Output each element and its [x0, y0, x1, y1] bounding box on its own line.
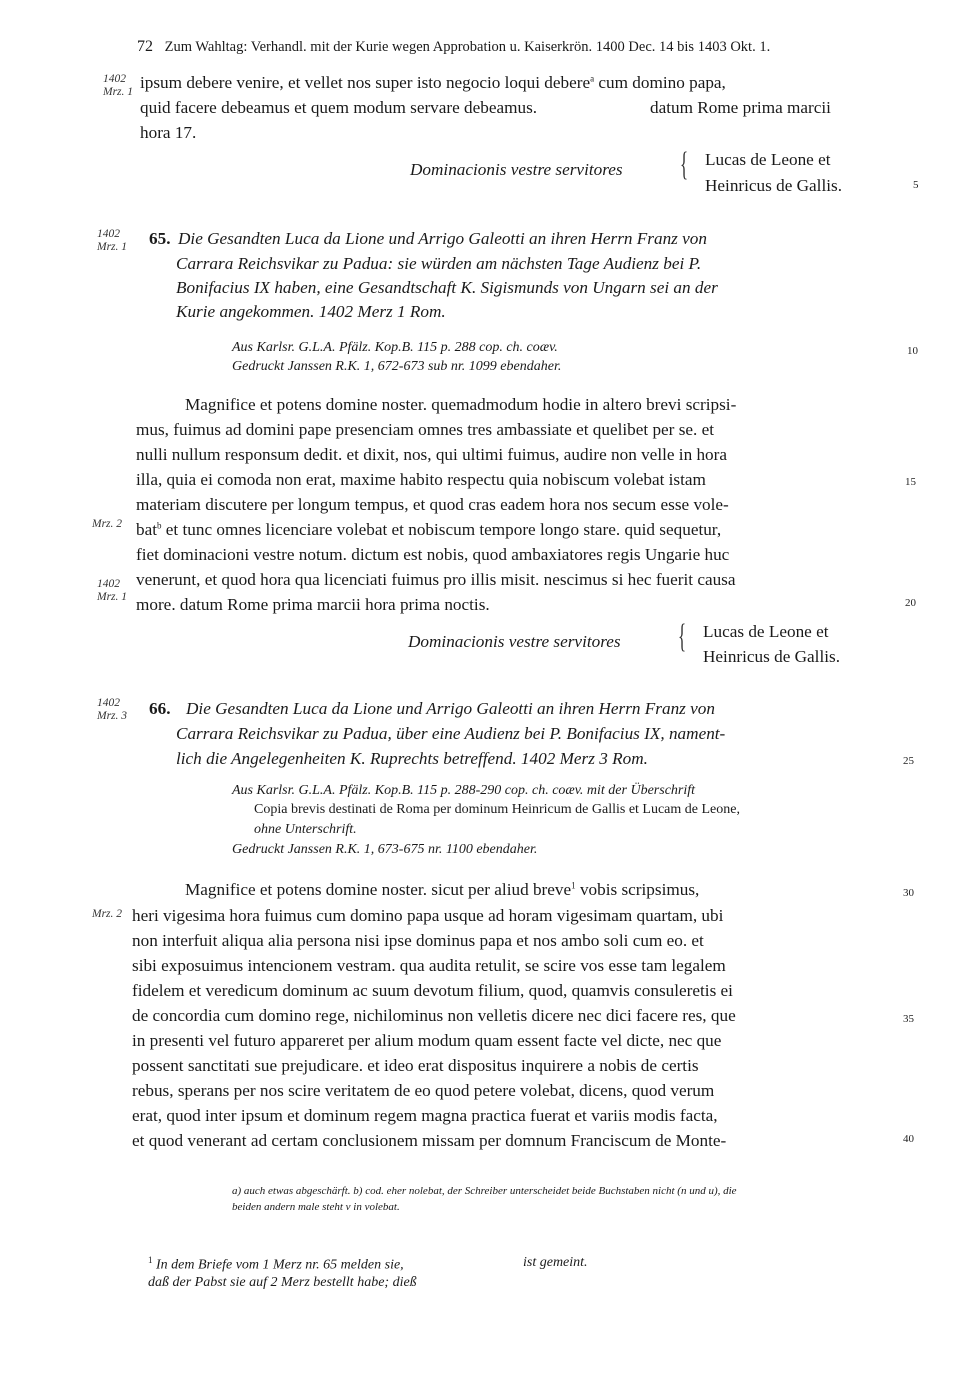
note-mark: a — [590, 73, 595, 84]
margin-year: 1402 — [97, 578, 120, 590]
apparatus-line: beiden andern male steht v in volebat. — [232, 1201, 400, 1213]
line-number: 30 — [903, 887, 914, 899]
line-number: 40 — [903, 1133, 914, 1145]
line-number: 20 — [905, 597, 916, 609]
body-line: materiam discutere per longum tempus, et quod cras eadem hora nos secum esse vole- — [136, 495, 729, 514]
line-number: 25 — [903, 755, 914, 767]
line-number: 5 — [913, 179, 919, 191]
margin-date-6 — [92, 908, 122, 921]
margin-year: 1402 — [103, 73, 126, 85]
dating-line: datum Rome prima marcii — [650, 98, 831, 117]
body-line: non interfuit aliqua alia persona nisi ipse dominus papa et nos ambo soli cum eo. et — [132, 931, 704, 950]
sender-name: Lucas de Leone et — [705, 150, 831, 169]
body-line: quid facere debeamus et quem modum servare debeamus. — [140, 98, 538, 117]
line-number: 10 — [907, 345, 918, 357]
body-line — [136, 520, 721, 540]
margin-day: Mrz. 3 — [97, 710, 128, 722]
body-line: de concordia cum domino rege, nichilominus non velletis dicere nec dici facere res, que — [132, 1006, 736, 1025]
margin-date-4 — [97, 578, 127, 604]
brace: { — [678, 618, 687, 655]
margin-day: Mrz. 2 — [92, 518, 123, 530]
margin-day: Mrz. 1 — [97, 241, 128, 253]
footnote-line: ist gemeint. — [523, 1255, 588, 1270]
summary-line: Carrara Reichsvikar zu Padua: sie würden am nächsten Tage Audienz bei P. — [176, 254, 702, 273]
line-number: 15 — [905, 476, 916, 488]
body-line: more. datum Rome prima marcii hora prima noctis. — [136, 595, 490, 614]
closing-label: Dominacionis vestre servitores — [408, 632, 621, 651]
margin-date-5 — [97, 697, 127, 723]
body-text: ipsum debere venire, et vellet nos super isto negocio loqui debere — [140, 73, 591, 92]
note-mark: b — [157, 520, 162, 531]
sender-name: Heinricus de Gallis. — [705, 176, 842, 195]
body-line: fidelem et veredicum dominum ac suum devotum filium, quod, quamvis consuleretis ei — [132, 981, 733, 1000]
body-line: heri vigesima hora fuimus cum domino papa usque ad horam vigesimam quartam, ubi — [132, 906, 724, 925]
margin-year: 1402 — [97, 697, 120, 709]
body-text: Magnifice et potens domine noster. sicut per aliud breve — [185, 880, 572, 899]
body-text: vobis scripsimus, — [575, 880, 700, 899]
margin-day: Mrz. 1 — [103, 86, 134, 98]
sender-name: Heinricus de Gallis. — [703, 647, 840, 666]
summary-line: Die Gesandten Luca da Lione und Arrigo Galeotti an ihren Herrn Franz von — [178, 229, 707, 248]
line-number: 35 — [903, 1013, 914, 1025]
summary-line: lich die Angelegenheiten K. Ruprechts betreffend. 1402 Merz 3 Rom. — [176, 749, 648, 768]
body-line: mus, fuimus ad domini pape presenciam omnes tres ambassiate et quelibet per se. et — [136, 420, 715, 439]
brace: { — [680, 146, 689, 183]
margin-date-1 — [103, 73, 133, 99]
body-text: bat — [136, 520, 157, 539]
source-line: Aus Karlsr. G.L.A. Pfälz. Kop.B. 115 p. 288 cop. ch. coæv. — [232, 340, 558, 355]
body-line: rebus, sperans per nos scire veritatem de eo quod petere volebat, dicens, quod verum — [132, 1081, 715, 1100]
margin-date-2 — [97, 228, 127, 254]
footnote-line: daß der Pabst sie auf 2 Merz bestellt habe; dieß — [148, 1275, 417, 1290]
summary-line: Bonifacius IX haben, eine Gesandtschaft K. Sigismunds von Ungarn sei an der — [176, 278, 718, 297]
margin-day: Mrz. 2 — [92, 908, 123, 920]
closing-label: Dominacionis vestre servitores — [410, 160, 623, 179]
running-title: Zum Wahltag: Verhandl. mit der Kurie wegen Approbation u. Kaiserkrön. 1400 Dec. 14 bis 1403 Okt. 1. — [164, 39, 771, 55]
body-line: in presenti vel futuro appareret per alium modum quam essent facte vel dicte, nec que — [132, 1031, 722, 1050]
margin-date-3 — [92, 518, 122, 531]
body-line: Magnifice et potens domine noster. quemadmodum hodie in altero brevi scripsi- — [185, 395, 737, 414]
footnote-text: In dem Briefe vom 1 Merz nr. 65 melden sie, — [156, 1257, 404, 1273]
running-header — [137, 38, 770, 56]
summary-line: Die Gesandten Luca da Lione und Arrigo Galeotti an ihren Herrn Franz von — [186, 699, 715, 718]
body-line: illa, quia ei comoda non erat, maxime habito respectu quia nobiscum volebat istam — [136, 470, 706, 489]
body-line — [185, 880, 699, 900]
apparatus-line: a) auch etwas abgeschärft. b) cod. eher nolebat, der Schreiber unterscheidet beide Buchstaben nicht (n und u), die — [232, 1185, 737, 1197]
body-text: cum domino papa, — [594, 73, 726, 92]
body-line — [140, 73, 726, 93]
source-line: Copia brevis destinati de Roma per dominum Heinricum de Gallis et Lucam de Leone, — [254, 802, 740, 817]
sender-name: Lucas de Leone et — [703, 622, 829, 641]
source-line: Gedruckt Janssen R.K. 1, 672-673 sub nr. 1099 ebendaher. — [232, 359, 562, 374]
summary-line: Carrara Reichsvikar zu Padua, über eine Audienz bei P. Bonifacius IX, nament- — [176, 724, 726, 743]
doc-number: 65. — [149, 229, 171, 248]
body-line: fiet dominacioni vestre notum. dictum est nobis, quod ambaxiatores regis Ungarie huc — [136, 545, 730, 564]
footnote-mark: 1 — [148, 1255, 153, 1265]
source-line: ohne Unterschrift. — [254, 822, 357, 837]
page-number: 72 — [137, 38, 153, 55]
body-line: et quod venerant ad certam conclusionem missam per domnum Franciscum de Monte- — [132, 1131, 727, 1150]
body-text: et tunc omnes licenciare volebat et nobiscum tempore longo stare. quid sequetur, — [161, 520, 722, 539]
source-line: Aus Karlsr. G.L.A. Pfälz. Kop.B. 115 p. 288-290 cop. ch. coæv. mit der Überschrift — [232, 783, 696, 798]
body-line: venerunt, et quod hora qua licenciati fuimus pro illis misit. nescimus si hec fuerit causa — [136, 570, 736, 589]
body-line: nulli nullum responsum dedit. et dixit, nos, qui ultimi fuimus, audire non velle in hora — [136, 445, 727, 464]
body-line: erat, quod inter ipsum et dominum regem magna practica fuerat et variis modis facta, — [132, 1106, 718, 1125]
margin-year: 1402 — [97, 228, 120, 240]
margin-day: Mrz. 1 — [97, 591, 128, 603]
doc-number: 66. — [149, 699, 171, 718]
footnote-line — [148, 1255, 404, 1274]
body-line: hora 17. — [140, 123, 197, 142]
body-line: sibi exposuimus intencionem vestram. qua audita retulit, se scire vos esse tam legalem — [132, 956, 726, 975]
source-line: Gedruckt Janssen R.K. 1, 673-675 nr. 1100 ebendaher. — [232, 842, 538, 857]
body-line: possent sanctitati sue prejudicare. et ideo erat dispositus inquirere a nobis de certis — [132, 1056, 699, 1075]
footnote-mark: 1 — [571, 880, 576, 891]
summary-line: Kurie angekommen. 1402 Merz 1 Rom. — [176, 302, 446, 321]
